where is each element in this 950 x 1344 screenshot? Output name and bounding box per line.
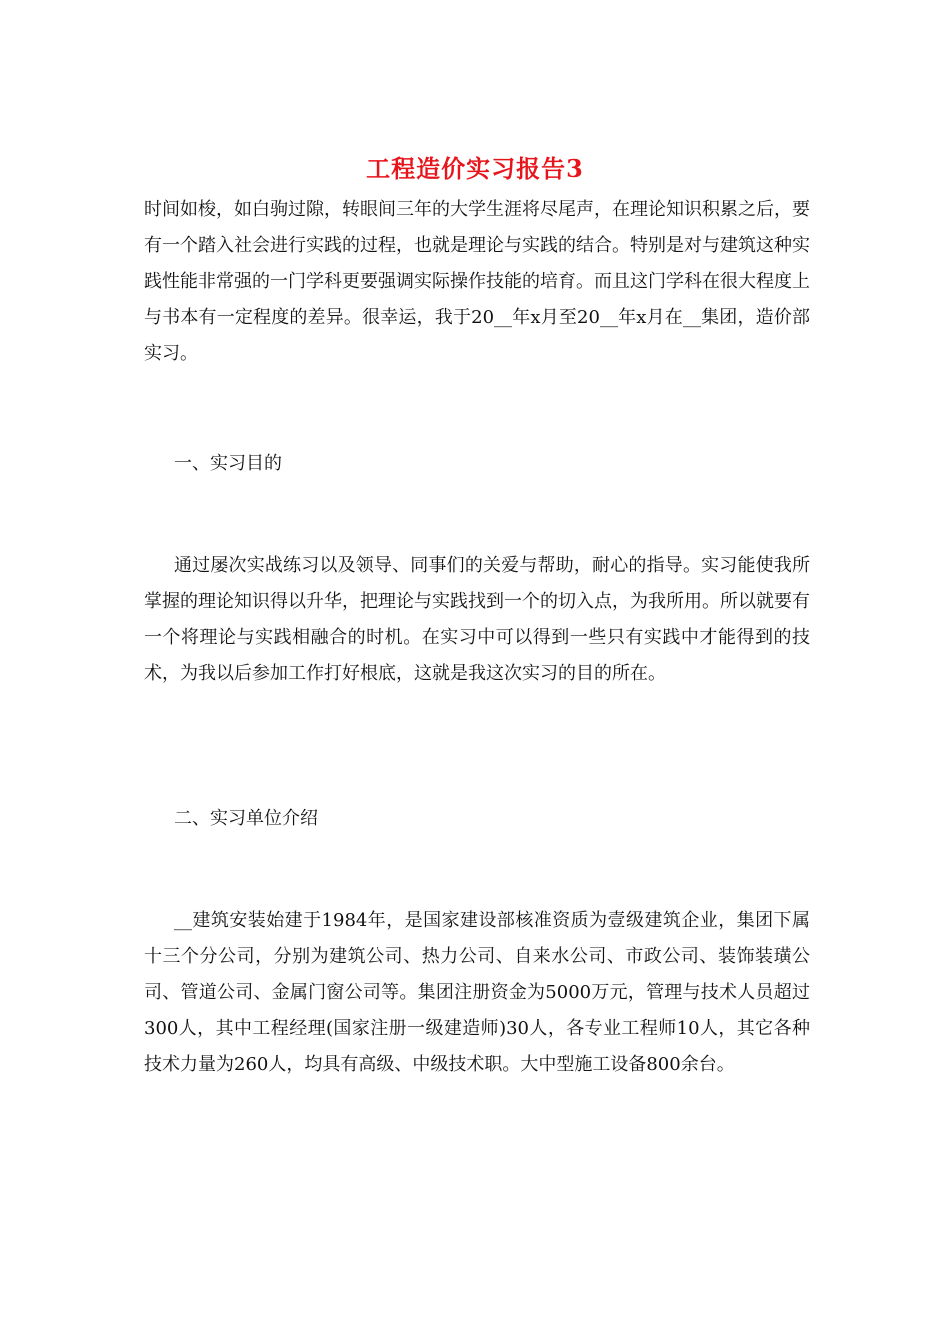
section-body-company: __建筑安装始建于1984年，是国家建设部核准资质为壹级建筑企业，集团下属十三个分公司，分别为建筑公司、热力公司、自来水公司、市政公司、装饰装璜公司、管道公司、金属门窗公司等。集团注册资金为5000万元，管理与技术人员超过300人，其中工程经理(国家注册一级建造师)30人，各专业工程师10人，其它各种技术力量为260人，均具有高级、中级技术职。大中型施工设备800余台。 (144, 910, 810, 1075)
document-title: 工程造价实习报告3 (366, 154, 584, 183)
section-heading-purpose: 一、实习目的 (174, 453, 282, 474)
intro-paragraph: 时间如梭，如白驹过隙，转眼间三年的大学生涯将尽尾声，在理论知识积累之后，要有一个踏入社会进行实践的过程，也就是理论与实践的结合。特别是对与建筑这种实践性能非常强的一门学科更要强调实际操作技能的培育。而且这门学科在很大程度上与书本有一定程度的差异。很幸运，我于20__年x月至20__年x月在__集团，造价部实习。 (144, 199, 810, 364)
section-body-purpose: 通过屡次实战练习以及领导、同事们的关爱与帮助，耐心的指导。实习能使我所掌握的理论知识得以升华，把理论与实践找到一个的切入点，为我所用。所以就要有一个将理论与实践相融合的时机。在实习中可以得到一些只有实践中才能得到的技术，为我以后参加工作打好根底，这就是我这次实习的目的所在。 (144, 555, 810, 684)
section-heading-company: 二、实习单位介绍 (174, 808, 318, 829)
